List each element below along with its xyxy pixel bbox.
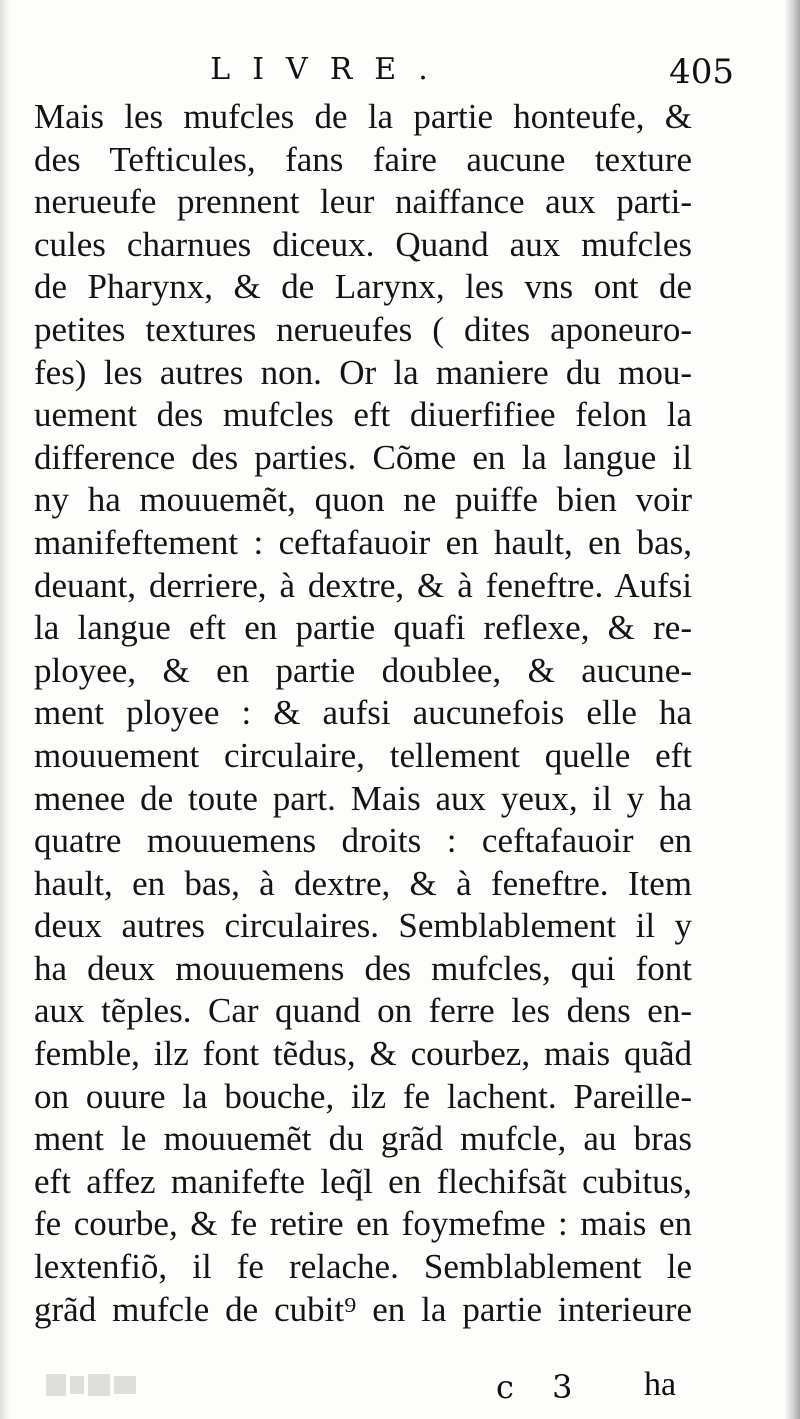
text-line: ployee, & en partie doublee, & aucune-	[34, 650, 692, 690]
page-gutter-shadow	[0, 0, 10, 1419]
text-line: femble, ilz font tẽdus, & courbez, mais quãd	[34, 1034, 692, 1074]
text-line: deuant, derriere, à dextre, & à feneftre. Aufsi	[34, 565, 692, 605]
text-line: ny ha mouuemẽt, quon ne puiffe bien voir	[34, 480, 692, 520]
text-line: cules charnues diceux. Quand aux mufcles	[34, 224, 692, 264]
text-line: difference des parties. Cõme en la langue il	[34, 437, 692, 477]
signature-mark: c 3	[496, 1368, 587, 1406]
text-line: des Tefticules, fans faire aucune texture	[34, 139, 692, 179]
text-line: fe courbe, & fe retire en foymefme : mais en	[34, 1204, 692, 1244]
text-line: ment le mouuemẽt du grãd mufcle, au bras	[34, 1119, 692, 1159]
text-line: grãd mufcle de cubit⁹ en la partie interieure	[34, 1289, 692, 1329]
text-line: Mais les mufcles de la partie honteufe, &	[34, 97, 692, 136]
text-line: quatre mouuemens droits : ceftafauoir en	[34, 821, 692, 861]
text-line: uement des mufcles eft diuerfifiee felon la	[34, 395, 692, 435]
catchword: ha	[644, 1366, 677, 1403]
text-line: ha deux mouuemens des mufcles, qui font	[34, 948, 692, 988]
text-line: nerueufe prennent leur naiffance aux parti-	[34, 182, 692, 222]
text-line: la langue eft en partie quafi reflexe, & re-	[34, 608, 692, 648]
text-line: on ouure la bouche, ilz fe lachent. Pareille-	[34, 1076, 692, 1116]
text-line: hault, en bas, à dextre, & à feneftre. Item	[34, 863, 692, 903]
text-line: mouuement circulaire, tellement quelle eft	[34, 735, 692, 775]
text-line: aux tẽples. Car quand on ferre les dens en-	[34, 991, 692, 1031]
page-number: 405	[669, 52, 734, 92]
text-line: fes) les autres non. Or la maniere du mou-	[34, 352, 692, 392]
text-line: eft affez manifefte leq̃l en flechifsãt cubitus,	[34, 1161, 692, 1201]
text-line: petites textures nerueufes ( dites aponeuro-	[34, 309, 692, 349]
text-line: ment ployee : & aufsi aucunefois elle ha	[34, 693, 692, 733]
text-line: de Pharynx, & de Larynx, les vns ont de	[34, 267, 692, 307]
running-head: LIVRE.	[210, 52, 450, 87]
page-edge-shadow	[784, 0, 800, 1419]
text-line: manifeftement : ceftafauoir en hault, en bas,	[34, 522, 692, 562]
text-line: deux autres circulaires. Semblablement il y	[34, 906, 692, 946]
faded-library-stamp	[44, 1370, 140, 1400]
text-line: lextenfiõ, il fe relache. Semblablement le	[34, 1247, 692, 1287]
text-line: menee de toute part. Mais aux yeux, il y ha	[34, 778, 692, 818]
body-text	[34, 96, 692, 1331]
